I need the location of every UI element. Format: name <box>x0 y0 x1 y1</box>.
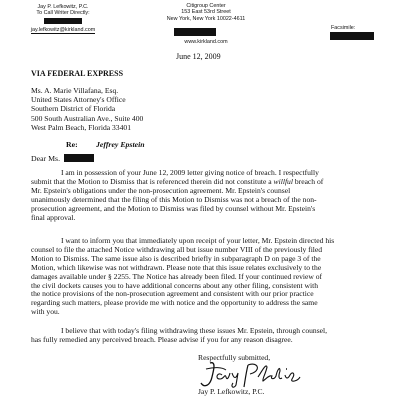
text-line: regarding such matters, please provide me with notice and the opportunity to address the same <box>31 298 318 308</box>
text-line: I want to inform you that immediately upon receipt of your letter, Mr. Epstein directed his <box>61 236 335 245</box>
subject-value: Jeffrey Epstein <box>96 140 145 149</box>
text-line: prosecution agreement, and the Motion to Dismiss was filed by counsel without Mr. Epstein's <box>31 203 316 213</box>
recipient-line: Ms. A. Marie Villafana, Esq. <box>31 86 119 95</box>
text-line: Mr. Epstein's obligations under the non-prosecution agreement. Mr. Epstein's counsel <box>31 185 291 195</box>
direct-dial-label: To Call Writer Directly: <box>36 10 90 17</box>
redacted-name <box>64 154 94 162</box>
signer-name: Jay P. Lefkowitz, P.C. <box>198 387 265 396</box>
salutation <box>31 154 94 163</box>
text-line: counsel to file the attached Notice withdrawing all but issue number VIII of the previously filed <box>31 244 323 254</box>
text-line: with you. <box>31 307 60 317</box>
text-line: unanimously determined that the filing of this Motion to Dismiss was not a breach of the non- <box>31 194 317 204</box>
paragraph-2 <box>31 237 369 317</box>
text-line: Motion, which likewise was not withdrawn. Please note that this issue relates exclusively to the <box>31 262 322 272</box>
sender-email-link[interactable]: jay.lefkowitz@kirkland.com <box>30 27 96 34</box>
subject-label: Re: <box>66 140 78 149</box>
sender-name: Jay P. Lefkowitz, P.C. <box>37 4 89 10</box>
text-line: I am in possession of your June 12, 2009 letter giving notice of breach. I respectfully <box>61 168 319 177</box>
firm-address-block <box>160 3 252 22</box>
closing: Respectfully submitted, <box>198 353 271 362</box>
redacted-phone-center <box>174 28 216 36</box>
text-line: Motion to Dismiss. The same issue also is described briefly in subparagraph D on page 3 of the <box>31 253 321 263</box>
firm-address-line: 153 East 53rd Street <box>181 9 231 16</box>
emphasis-text: willful <box>273 176 293 186</box>
text-line: the notice provisions of the non-prosecution agreement and consistent with our prior practice <box>31 289 314 299</box>
firm-website-link[interactable]: www.kirkland.com <box>184 39 228 45</box>
text-run: submit that the Motion to Dismiss that is referenced therein did not constitute a <box>31 176 274 186</box>
recipient-line: 500 South Australian Ave., Suite 400 <box>31 113 144 123</box>
recipient-line: Southern District of Florida <box>31 104 116 114</box>
facsimile-label: Facsimile: <box>331 25 356 31</box>
text-line: has fully remedied any perceived breach. Please advise if you for any reason disagree. <box>31 334 293 344</box>
redacted-fax <box>330 32 374 40</box>
text-line: the civil dockets causes you to have additional concerns about any other filing, consistent with <box>31 280 319 290</box>
letter-date: June 12, 2009 <box>176 52 221 61</box>
paragraph-1 <box>31 169 369 222</box>
salutation-text: Dear Ms. <box>31 154 61 163</box>
delivery-method: VIA FEDERAL EXPRESS <box>31 69 124 78</box>
recipient-line: United States Attorney's Office <box>31 95 126 105</box>
text-run: breach of <box>292 176 324 186</box>
recipient-line: West Palm Beach, Florida 33401 <box>31 122 131 132</box>
firm-address-line: New York, New York 10022-4611 <box>166 15 246 22</box>
text-line: damages available under § 2255. The Notice has already been filed. If your continued review of <box>31 271 323 281</box>
paragraph-3 <box>31 327 369 345</box>
text-line: final approval. <box>31 212 76 222</box>
firm-address-line: Citigroup Center <box>186 3 226 9</box>
redacted-phone <box>44 18 82 24</box>
recipient-address <box>31 86 143 132</box>
text-line: I believe that with today's filing withdrawing these issues Mr. Epstein, through counsel, <box>61 326 328 335</box>
sender-block <box>22 4 104 34</box>
